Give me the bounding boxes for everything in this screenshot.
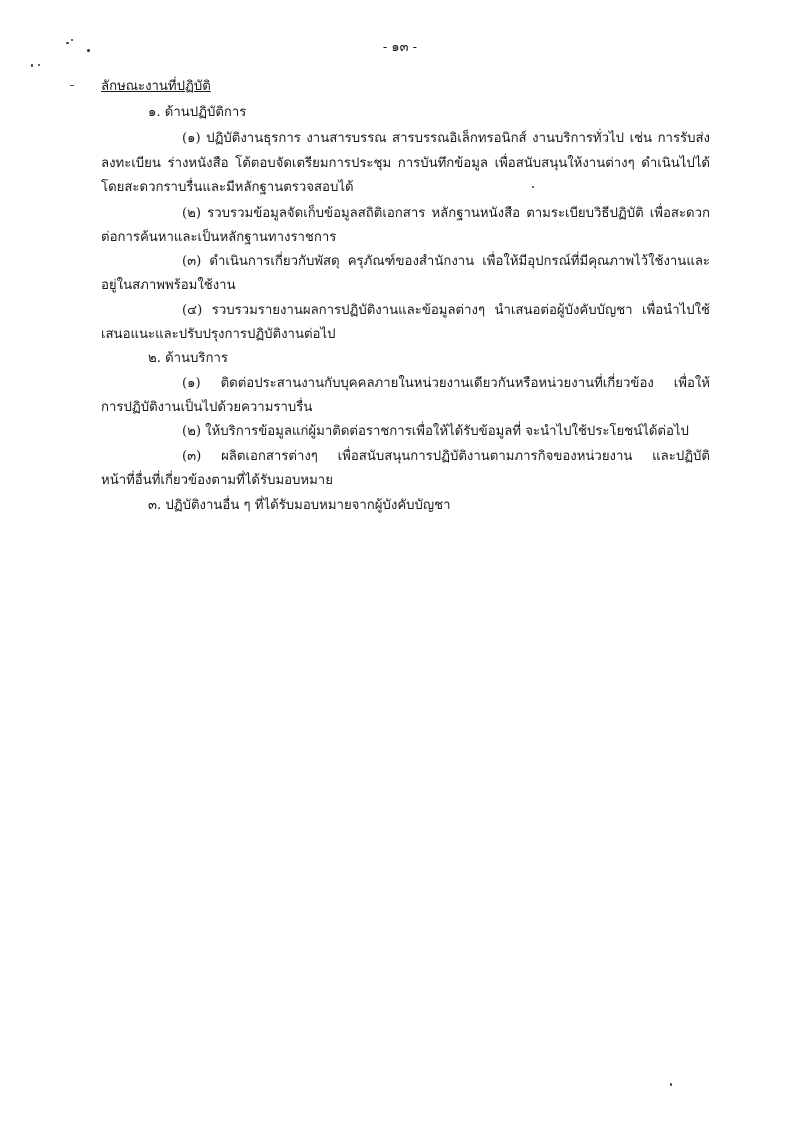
paragraph-line: (๓) ผลิตเอกสารต่างๆ เพื่อสนับสนุนการปฏิบัติงานตามภารกิจของหน่วยงาน และปฏิบัติ <box>182 449 710 464</box>
paragraph-line: เสนอแนะและปรับปรุงการปฏิบัติงานต่อไป <box>101 327 336 342</box>
paragraph-line: โดยสะดวกราบรื่นและมีหลักฐานตรวจสอบได้ <box>101 180 354 195</box>
scan-speck <box>71 39 73 41</box>
page-number: - ๑๓ - <box>382 40 418 55</box>
section-title: ลักษณะงานที่ปฏิบัติ <box>101 79 211 94</box>
scan-speck <box>87 49 90 52</box>
paragraph-line: (๑) ปฏิบัติงานธุรการ งานสารบรรณ สารบรรณอิเล็กทรอนิกส์ งานบริการทั่วไป เช่น การรับส่ง <box>182 131 710 146</box>
scan-speck <box>66 42 69 44</box>
paragraph-line: (๑) ติดต่อประสานงานกับบุคคลภายในหน่วยงานเดียวกันหรือหน่วยงานที่เกี่ยวข้อง เพื่อให้ <box>182 376 710 391</box>
paragraph-line: หน้าที่อื่นที่เกี่ยวข้องตามที่ได้รับมอบหมาย <box>101 473 333 488</box>
scan-speck <box>38 64 40 66</box>
paragraph-line: การปฏิบัติงานเป็นไปด้วยความราบรื่น <box>101 400 313 415</box>
scan-speck <box>532 186 534 188</box>
paragraph-line: อยู่ในสภาพพร้อมใช้งาน <box>101 278 236 293</box>
paragraph-line: (๓) ดำเนินการเกี่ยวกับพัสดุ ครุภัณฑ์ของสำนักงาน เพื่อให้มีอุปกรณ์ที่มีคุณภาพไว้ใช้งานและ <box>182 254 710 269</box>
paragraph-line: ต่อการค้นหาและเป็นหลักฐานทางราชการ <box>101 230 337 245</box>
paragraph-line: (๒) รวบรวมข้อมูลจัดเก็บข้อมูลสถิติเอกสาร หลักฐานหนังสือ ตามระเบียบวิธีปฏิบัติ เพื่อสะดวก <box>182 206 710 221</box>
scan-speck <box>670 1083 672 1086</box>
paragraph-line: (๒) ให้บริการข้อมูลแก่ผู้มาติดต่อราชการเพื่อให้ได้รับข้อมูลที่ จะนำไปใช้ประโยชน์ได้ต่อไป <box>182 424 689 439</box>
paragraph-line: ลงทะเบียน ร่างหนังสือ โต้ตอบจัดเตรียมการประชุม การบันทึกข้อมูล เพื่อสนับสนุนให้งานต่างๆ ดำเนินไปได้ <box>101 156 710 171</box>
heading-operations: ๑. ด้านปฏิบัติการ <box>148 105 247 120</box>
scan-speck <box>31 64 33 67</box>
scan-speck <box>70 85 74 86</box>
heading-other-duties: ๓. ปฏิบัติงานอื่น ๆ ที่ได้รับมอบหมายจากผู้บังคับบัญชา <box>148 498 451 513</box>
heading-services: ๒. ด้านบริการ <box>148 351 228 366</box>
paragraph-line: (๔) รวบรวมรายงานผลการปฏิบัติงานและข้อมูลต่างๆ นำเสนอต่อผู้บังคับบัญชา เพื่อนำไปใช้ <box>182 303 710 318</box>
